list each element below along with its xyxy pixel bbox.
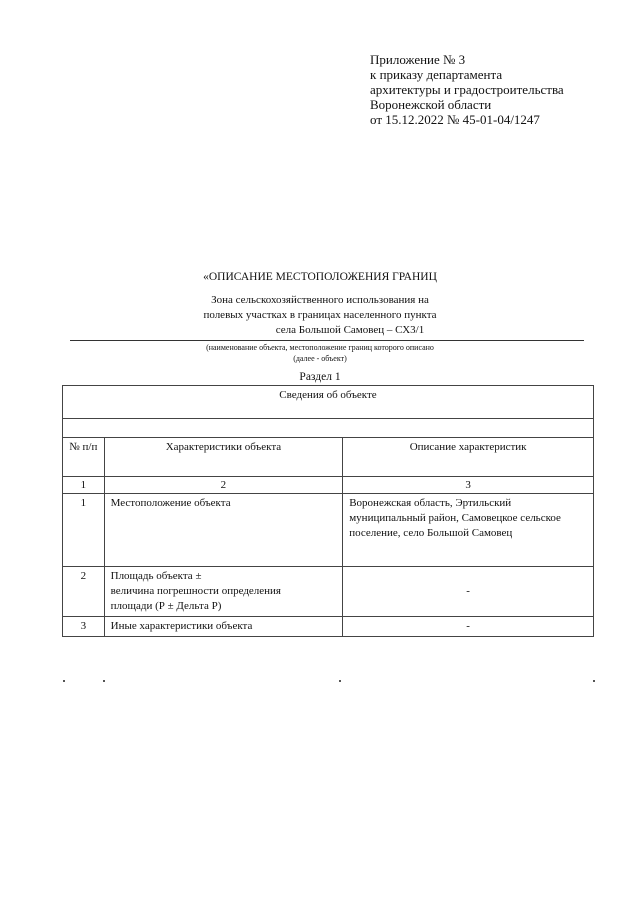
- col-header-characteristics: Характеристики объекта: [104, 438, 343, 477]
- col-number: 1: [63, 477, 105, 494]
- row-characteristic: Местоположение объекта: [104, 494, 343, 567]
- object-note-line: (наименование объекта, местоположение границ которого описано: [206, 343, 434, 352]
- row-characteristic-line: площади (Р ± Дельта Р): [110, 600, 222, 612]
- col-header-description: Описание характеристик: [343, 438, 594, 477]
- appendix-line: архитектуры и градостроительства: [370, 82, 564, 97]
- row-description: -: [343, 617, 594, 637]
- col-number: 3: [343, 477, 594, 494]
- corner-mark: [339, 680, 341, 682]
- table-row: [63, 617, 594, 637]
- object-name: [0, 293, 640, 338]
- table-header: Сведения об объекте: [63, 386, 594, 419]
- appendix-block: [370, 52, 564, 127]
- corner-mark: [63, 680, 65, 682]
- appendix-line: Приложение № 3: [370, 52, 466, 67]
- row-characteristic: Иные характеристики объекта: [104, 617, 343, 637]
- appendix-line: Воронежской области: [370, 97, 492, 112]
- row-characteristic-line: Площадь объекта ±: [110, 570, 202, 582]
- table-blank-row: [63, 419, 594, 438]
- corner-mark: [103, 680, 105, 682]
- col-number: 2: [104, 477, 343, 494]
- row-num: 1: [63, 494, 105, 567]
- row-num: 2: [63, 567, 105, 617]
- object-note: [0, 342, 640, 364]
- object-name-line: Зона сельскохозяйственного использования на: [211, 294, 429, 306]
- appendix-line: к приказу департамента: [370, 67, 503, 82]
- document-title: «ОПИСАНИЕ МЕСТОПОЛОЖЕНИЯ ГРАНИЦ: [203, 271, 437, 283]
- corner-mark: [593, 680, 595, 682]
- object-name-underline: [70, 340, 584, 341]
- object-name-line: полевых участках в границах населенного пункта: [203, 309, 437, 321]
- object-info-table: [62, 385, 594, 637]
- col-header-num: № п/п: [63, 438, 105, 477]
- appendix-line: от 15.12.2022 № 45-01-04/1247: [370, 112, 540, 127]
- section-label: Раздел 1: [299, 371, 341, 383]
- row-characteristic: [104, 567, 343, 617]
- row-description: Воронежская область, Эртильский муниципальный район, Самовецкое сельское поселение, село Большой Самовец: [343, 494, 594, 567]
- table-row: [63, 567, 594, 617]
- row-num: 3: [63, 617, 105, 637]
- row-characteristic-line: величина погрешности определения: [110, 585, 281, 597]
- row-description: -: [343, 567, 594, 617]
- object-note-line: (далее - объект): [293, 354, 347, 363]
- object-name-line: села Большой Самовец – СХ3/1: [275, 324, 425, 336]
- table-row: [63, 494, 594, 567]
